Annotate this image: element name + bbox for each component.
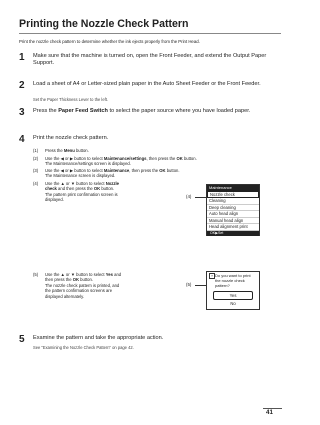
lcd-item-cleaning[interactable]: Cleaning [207, 198, 259, 205]
step-text: Make sure that the machine is turned on, open the Front Feeder, and extend the Output Paper Support. [33, 53, 267, 67]
step-text: Examine the pattern and take the appropriate action. [33, 335, 164, 341]
page-title: Printing the Nozzle Check Pattern [19, 18, 189, 30]
lcd-item-auto-head-align[interactable]: Auto head align [207, 211, 259, 218]
title-rule [19, 33, 281, 34]
lcd-question: ? Do you want to print the nozzle check pattern? [207, 272, 259, 291]
step-note: Set the Paper Thickness Lever to the left. [33, 97, 109, 102]
right-arrow-icon: ▶ [69, 168, 74, 173]
question-icon: ? [209, 273, 215, 279]
step-text: Print the nozzle check pattern. [33, 135, 109, 141]
paper-feed-switch-label: Paper Feed Switch [58, 108, 108, 114]
step-number: 2 [19, 80, 25, 91]
lcd-option-no[interactable]: No [230, 301, 236, 306]
down-arrow-icon: ▼ [70, 181, 75, 186]
step-text: Load a sheet of A4 or Letter-sized plain paper in the Auto Sheet Feeder or the Front Feeder. [33, 81, 261, 87]
step-number: 3 [19, 107, 25, 118]
lcd-item-head-alignment-print[interactable]: Head alignment print [207, 224, 259, 231]
page-number: 41 [266, 409, 273, 416]
callout-5: (5) [186, 282, 192, 287]
lcd-item-nozzle-check[interactable]: Nozzle check [207, 191, 259, 199]
lcd-option-yes[interactable]: Yes [213, 291, 253, 300]
step-note: See "Examining the Nozzle Check Pattern" on page 42. [33, 345, 134, 350]
intro-text: Print the nozzle check pattern to determine whether the ink ejects properly from the Print Head. [19, 39, 200, 44]
up-arrow-icon: ▲ [60, 272, 65, 277]
step-number: 4 [19, 134, 25, 145]
callout-line [195, 197, 206, 198]
lcd-maintenance-screen [206, 184, 260, 236]
step-number: 1 [19, 52, 25, 63]
lcd-item-manual-head-align[interactable]: Manual head align [207, 218, 259, 225]
step-number: 5 [19, 334, 25, 345]
left-arrow-icon: ◀ [60, 168, 64, 173]
lcd-confirm-screen [206, 271, 260, 310]
lcd-header: Maintenance [207, 185, 259, 191]
step-text: Press the Paper Feed Switch to select the paper source where you have loaded paper. [33, 108, 251, 114]
left-arrow-icon: ◀ [60, 156, 64, 161]
down-arrow-icon: ▼ [70, 272, 75, 277]
up-arrow-icon: ▲ [60, 181, 65, 186]
callout-4: (4) [186, 194, 192, 199]
lcd-footer: OK▶Set [207, 231, 259, 236]
right-arrow-icon: ▶ [69, 156, 74, 161]
lcd-item-deep-cleaning[interactable]: Deep cleaning [207, 205, 259, 212]
